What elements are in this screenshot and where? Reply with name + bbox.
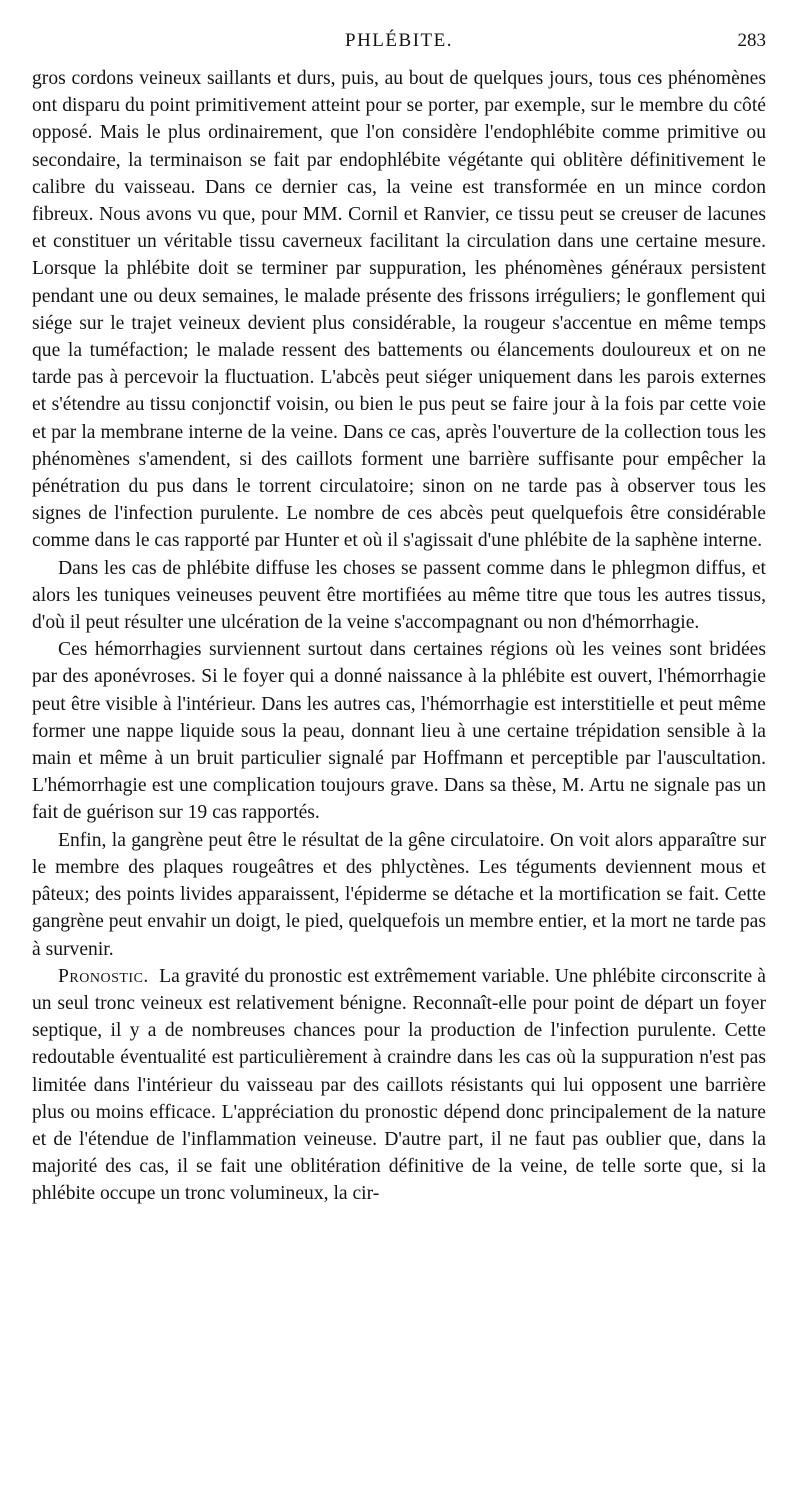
page-number: 283 — [737, 30, 766, 51]
section-heading-pronostic: Pronostic. — [58, 965, 149, 987]
running-head — [32, 30, 766, 56]
paragraph-continuation: gros cordons veineux saillants et durs, puis, au bout de quelques jours, tous ces phénomènes ont disparu du point primitivement atteint pour se porter, par exemple, sur le membre du côté opposé. Mais le plus ordinairement, que l'on considère l'endophlébite comme primitive ou secondaire, la terminaison se fait par endophlébite végétante qui oblitère définitivement le calibre du vaisseau. Dans ce dernier cas, la veine est transformée en un mince cordon fibreux. Nous avons vu que, pour MM. Cornil et Ranvier, ce tissu peut se creuser de lacunes et constituer un véritable tissu caverneux facilitant la circulation dans une certaine mesure. Lorsque la phlébite doit se terminer par suppuration, les phénomènes généraux persistent pendant une ou deux semaines, le malade présente des frissons irréguliers; le gonflement qui siége sur le trajet veineux devient plus considérable, la rougeur s'accentue en même temps que la tuméfaction; le malade ressent des battements ou élancements douloureux et on ne tarde pas à percevoir la fluctuation. L'abcès peut siéger uniquement dans les parois externes et s'étendre au tissu conjonctif voisin, ou bien le pus peut se faire jour à la fois par cette voie et par la membrane interne de la veine. Dans ce cas, après l'ouverture de la collection tous les phénomènes s'amendent, si des caillots forment une barrière suffisante pour empêcher la pénétration du pus dans le torrent circulatoire; sinon on ne tarde pas à observer tous les signes de l'infection purulente. Le nombre de ces abcès peut quelquefois être considérable comme dans le cas rapporté par Hunter et où il s'agissait d'une phlébite de la saphène interne. — [32, 68, 766, 552]
paragraph-phlebite-diffuse: Dans les cas de phlébite diffuse les choses se passent comme dans le phlegmon diffus, et alors les tuniques veineuses peuvent être mortifiées au même titre que tous les autres tissus, d'où il peut résulter une ulcération de la veine s'accompagnant ou non d'hémorrhagie. — [32, 557, 766, 634]
paragraph-hemorrhagies: Ces hémorrhagies surviennent surtout dans certaines régions où les veines sont bridées par des aponévroses. Si le foyer qui a donné naissance à la phlébite est ouvert, l'hémorrhagie peut être visible à l'intérieur. Dans les autres cas, l'hémorrhagie est interstitielle et peut même former une nappe liquide sous la peau, donnant lieu à une certaine trépidation sensible à la main et même à un bruit particulier signalé par Hoffmann et perceptible par l'auscultation. L'hémorrhagie est une complication toujours grave. Dans sa thèse, M. Artu ne signale pas un fait de guérison sur 19 cas rapportés. — [32, 639, 766, 824]
running-title: PHLÉBITE. — [345, 30, 453, 51]
paragraph-pronostic — [32, 963, 766, 1208]
body-text — [32, 65, 766, 1208]
pronostic-text: La gravité du pronostic est extrêmement variable. Une phlébite circonscrite à un seul tronc veineux est relativement bénigne. Reconnaît-elle pour point de départ un foyer septique, il y a de nombreuses chances pour la production de l'infection purulente. Cette redoutable éventualité est particulièrement à craindre dans les cas où la suppuration n'est pas limitée dans l'intérieur du vaisseau par des caillots résistants qui lui opposent une barrière plus ou moins efficace. L'appréciation du pronostic dépend donc principalement de la nature et de l'étendue de l'inflammation veineuse. D'autre part, il ne faut pas oublier que, dans la majorité des cas, il se fait une oblitération définitive de la veine, de telle sorte que, si la phlébite occupe un tronc volumineux, la cir- — [32, 965, 766, 1205]
paragraph-gangrene: Enfin, la gangrène peut être le résultat de la gêne circulatoire. On voit alors apparaître sur le membre des plaques rougeâtres et des phlyctènes. Les téguments deviennent mous et pâteux; des points livides apparaissent, l'épiderme se détache et la mortification se fait. Cette gangrène peut envahir un doigt, le pied, quelquefois un membre entier, et la mort ne tarde pas à survenir. — [32, 829, 766, 960]
